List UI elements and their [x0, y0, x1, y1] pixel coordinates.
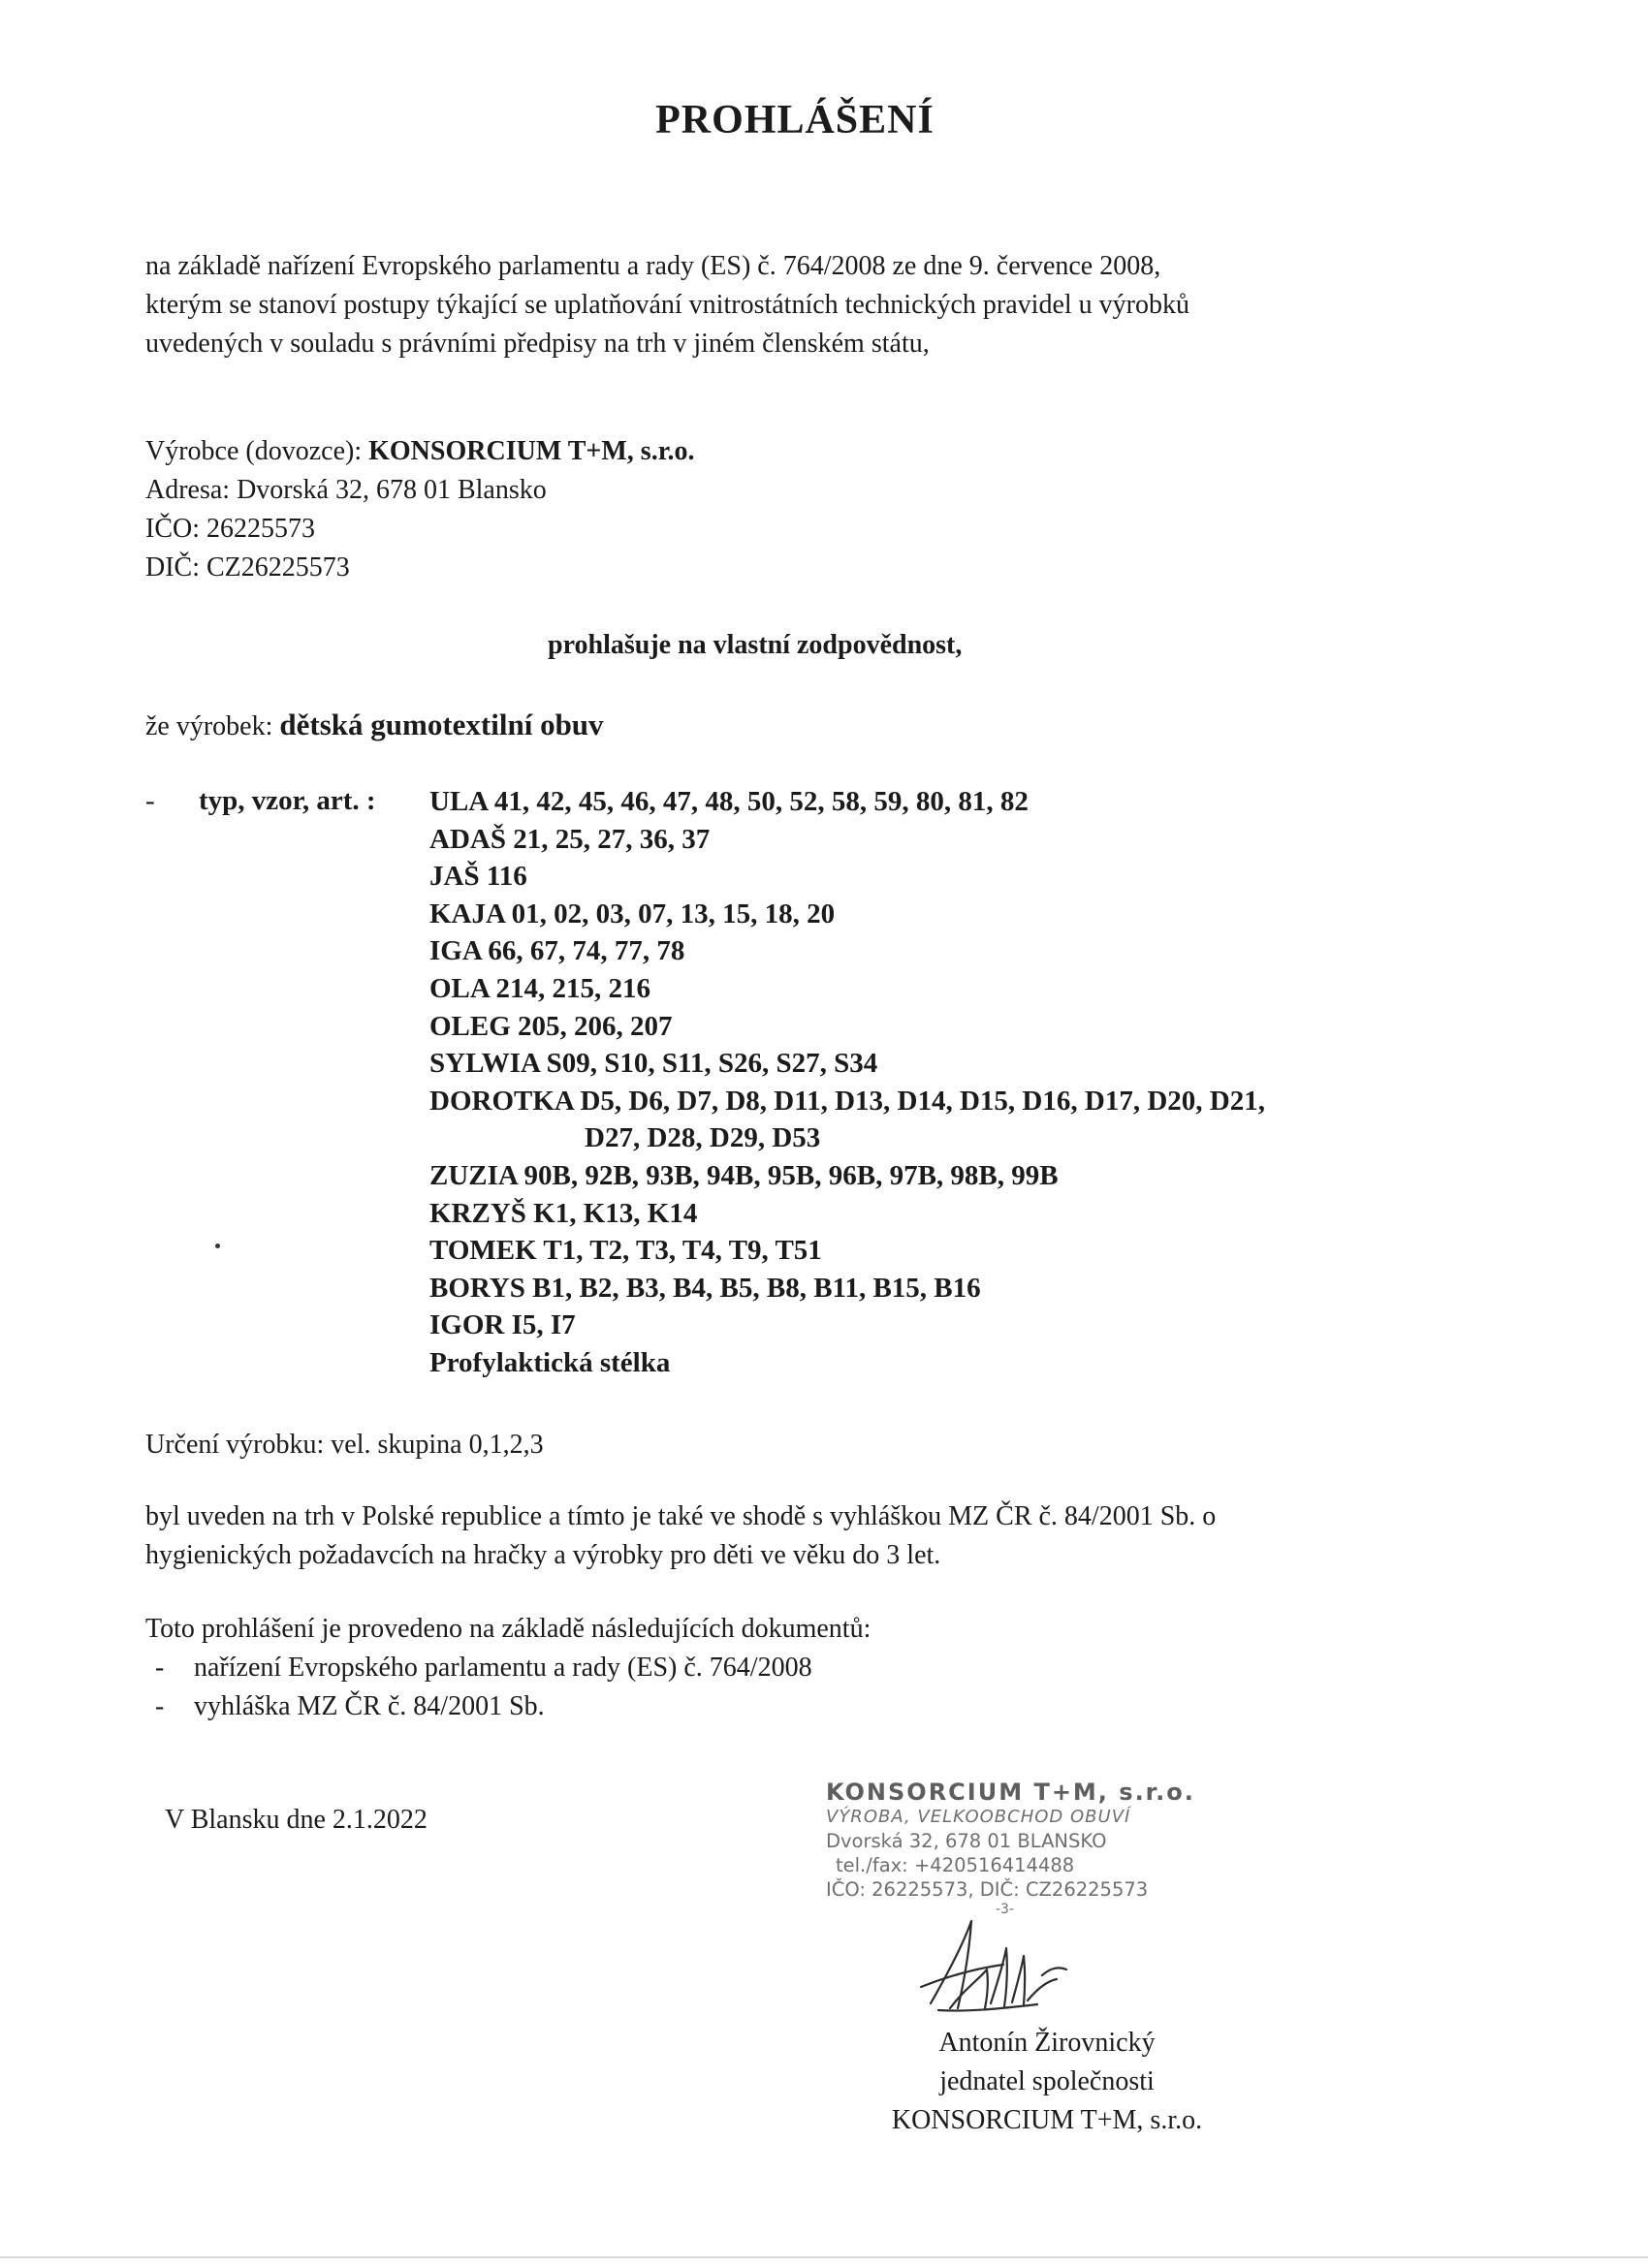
product-type-item: IGOR I5, I7 — [429, 1309, 576, 1341]
product-type-item: TOMEK T1, T2, T3, T4, T9, T51 — [429, 1235, 822, 1267]
document-dash: - — [155, 1653, 165, 1683]
product-label: že výrobek: — [145, 711, 273, 741]
product-type-item: SYLWIA S09, S10, S11, S26, S27, S34 — [429, 1048, 878, 1080]
intro-line: na základě nařízení Evropského parlamentu a rady (ES) č. 764/2008 ze dne 9. července 2008, — [145, 251, 1161, 281]
product-type-item: IGA 66, 67, 74, 77, 78 — [429, 935, 685, 967]
product-type-item: KAJA 01, 02, 03, 07, 13, 15, 18, 20 — [429, 898, 836, 929]
company-stamp — [826, 1780, 1194, 1917]
manufacturer-ico: IČO: 26225573 — [145, 514, 315, 544]
place-and-date: V Blansku dne 2.1.2022 — [165, 1805, 428, 1835]
stamp-number: -3- — [996, 1902, 1015, 1917]
product-purpose: Určení výrobku: vel. skupina 0,1,2,3 — [145, 1430, 544, 1460]
page-title: PROHLÁŠENÍ — [655, 98, 935, 142]
intro-line: kterým se stanoví postupy týkající se uplatňování vnitrostátních technických pravidel u výrobků — [145, 290, 1189, 320]
product-type-item: ADAŠ 21, 25, 27, 36, 37 — [429, 823, 711, 855]
product-type-item: BORYS B1, B2, B3, B4, B5, B8, B11, B15, B16 — [429, 1272, 981, 1304]
stamp-subtitle: VÝROBA, VELKOOBCHOD OBUVÍ — [826, 1807, 1131, 1827]
document-dash: - — [155, 1691, 165, 1721]
market-line: hygienických požadavcích na hračky a výrobky pro děti ve věku do 3 let. — [145, 1540, 941, 1570]
manufacturer-address: Adresa: Dvorská 32, 678 01 Blansko — [145, 475, 547, 505]
stamp-address: Dvorská 32, 678 01 BLANSKO — [826, 1830, 1107, 1852]
manufacturer-label: Výrobce (dovozce): — [145, 436, 363, 466]
product-type-continuation: D27, D28, D29, D53 — [585, 1122, 821, 1154]
product-type-list — [429, 783, 1265, 1382]
product-type-item: OLA 214, 215, 216 — [429, 972, 650, 1004]
product-row — [145, 708, 604, 742]
stray-mark — [215, 1244, 220, 1248]
page-bottom-edge — [0, 2256, 1648, 2258]
product-type-item: ZUZIA 90B, 92B, 93B, 94B, 95B, 96B, 97B, 98B, 99B — [429, 1159, 1059, 1191]
signer-name: Antonín Žirovnický — [938, 2028, 1156, 2058]
manufacturer-dic: DIČ: CZ26225573 — [145, 552, 350, 583]
market-line: byl uveden na trh v Polské republice a tímto je také ve shodě s vyhláškou MZ ČR č. 84/2001 Sb. o — [145, 1501, 1217, 1531]
product-type-item: DOROTKA D5, D6, D7, D8, D11, D13, D14, D15, D16, D17, D20, D21, — [429, 1085, 1265, 1117]
intro-line: uvedených v souladu s právními předpisy na trh v jiném členském státu, — [145, 329, 930, 359]
product-type-item: JAŠ 116 — [429, 861, 527, 893]
stamp-ids: IČO: 26225573, DIČ: CZ26225573 — [826, 1878, 1149, 1901]
product-type-item: ULA 41, 42, 45, 46, 47, 48, 50, 52, 58, 59, 80, 81, 82 — [429, 786, 1029, 817]
product-type-item: KRZYŠ K1, K13, K14 — [429, 1197, 698, 1229]
product-type-item-continued — [429, 1119, 1265, 1157]
manufacturer-name: KONSORCIUM T+M, s.r.o. — [368, 436, 695, 466]
document-item: nařízení Evropského parlamentu a rady (ES) č. 764/2008 — [194, 1653, 812, 1683]
intro-paragraph — [145, 247, 1444, 363]
signer-role: jednatel společnosti — [939, 2066, 1155, 2096]
product-type-item: Profylaktická stélka — [429, 1346, 671, 1378]
types-label: typ, vzor, art. : — [199, 785, 376, 816]
signer-block — [853, 2024, 1241, 2140]
types-dash: - — [145, 785, 155, 816]
signature-icon — [911, 1911, 1086, 2028]
market-paragraph — [145, 1497, 1444, 1575]
manufacturer-row — [145, 436, 695, 467]
stamp-phone: tel./fax: +420516414488 — [836, 1854, 1075, 1876]
declaration-statement: prohlašuje na vlastní zodpovědnost, — [548, 630, 963, 660]
stamp-company: KONSORCIUM T+M, s.r.o. — [826, 1779, 1195, 1806]
documents-intro: Toto prohlášení je provedeno na základě následujících dokumentů: — [145, 1614, 872, 1644]
signer-company: KONSORCIUM T+M, s.r.o. — [891, 2105, 1203, 2135]
product-type-item: OLEG 205, 206, 207 — [429, 1010, 673, 1042]
product-name: dětská gumotextilní obuv — [279, 708, 604, 741]
document-item: vyhláška MZ ČR č. 84/2001 Sb. — [194, 1691, 545, 1721]
